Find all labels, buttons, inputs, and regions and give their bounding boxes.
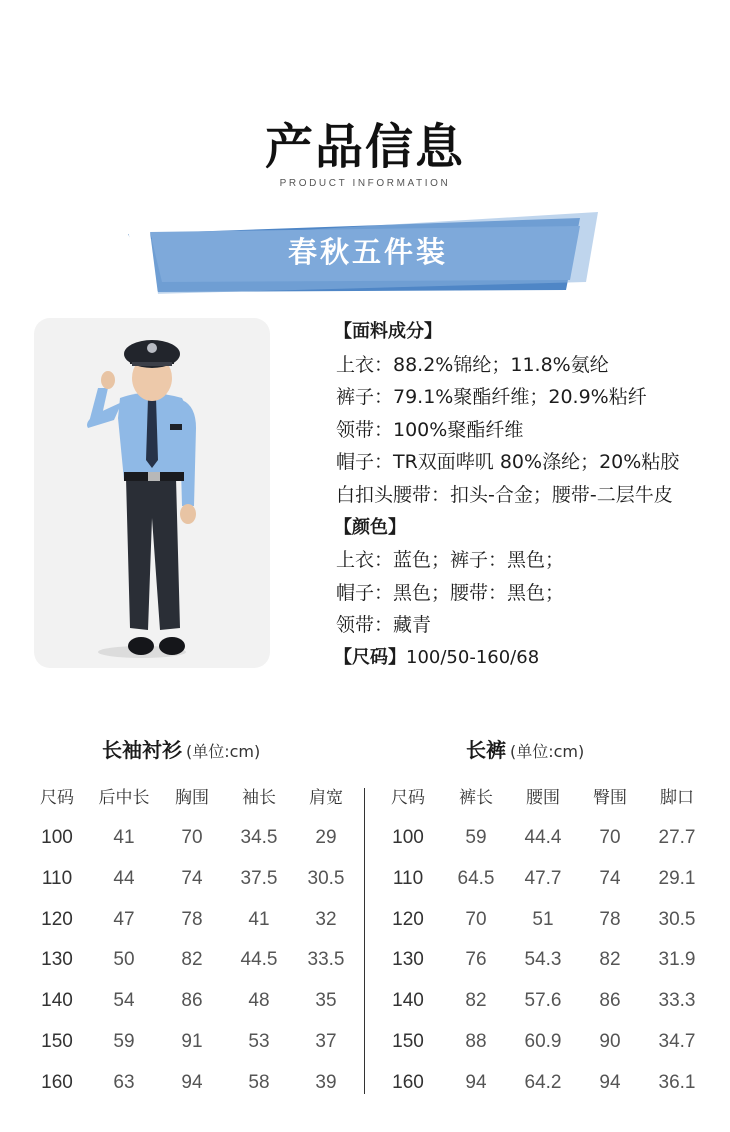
size-cell: 140 xyxy=(41,990,73,1012)
measure-cell: 48 xyxy=(248,990,270,1012)
table-divider xyxy=(364,788,365,1094)
fabric-line: 裤子：79.1%聚酯纤维；20.9%粘纤 xyxy=(336,386,647,409)
measure-cell: 53 xyxy=(248,1031,270,1052)
measure-cell: 74 xyxy=(181,867,203,889)
column-header: 裤长 xyxy=(459,788,493,808)
measure-cell: 60.9 xyxy=(524,1031,562,1052)
measure-cell: 86 xyxy=(599,990,621,1012)
measure-cell: 34.7 xyxy=(658,1031,696,1052)
measure-cell: 32 xyxy=(315,908,337,930)
measure-cell: 54.3 xyxy=(524,949,562,971)
measure-cell: 47.7 xyxy=(524,867,562,889)
page-subtitle: PRODUCT INFORMATION xyxy=(279,178,451,189)
banner-label: 春秋五件装 xyxy=(287,235,448,269)
measure-cell: 34.5 xyxy=(240,827,278,848)
size-cell: 120 xyxy=(392,908,424,930)
measure-cell: 78 xyxy=(181,908,203,930)
measure-cell: 33.5 xyxy=(307,949,345,971)
size-cell: 160 xyxy=(392,1071,424,1093)
color-line: 上衣：蓝色；裤子：黑色； xyxy=(336,549,565,572)
fabric-heading: 【面料成分】 xyxy=(334,321,442,342)
measure-cell: 58 xyxy=(248,1071,270,1093)
measure-cell: 36.1 xyxy=(658,1071,696,1093)
child-police-uniform-photo-icon xyxy=(34,318,270,668)
fabric-line: 帽子：TR双面哔叽 80%涤纶；20%粘胶 xyxy=(336,451,680,474)
measure-cell: 82 xyxy=(465,990,487,1012)
size-cell: 100 xyxy=(392,827,424,848)
measure-cell: 70 xyxy=(599,827,621,848)
measure-cell: 33.3 xyxy=(658,990,696,1012)
measure-cell: 30.5 xyxy=(307,867,345,889)
measure-cell: 44.4 xyxy=(524,827,562,848)
shirt-table-name: 长袖衬衫 xyxy=(102,738,182,762)
size-cell: 150 xyxy=(41,1031,73,1052)
fabric-line: 领带：100%聚酯纤维 xyxy=(336,418,524,441)
size-cell: 110 xyxy=(392,867,424,889)
product-info xyxy=(332,316,722,675)
size-cell: 130 xyxy=(41,949,73,971)
size-range: 100/50-160/68 xyxy=(406,646,540,668)
measure-cell: 88 xyxy=(465,1031,487,1052)
size-cell: 100 xyxy=(41,827,73,848)
measure-cell: 29 xyxy=(315,827,337,848)
measure-cell: 57.6 xyxy=(524,990,562,1012)
measure-cell: 82 xyxy=(181,949,203,971)
measure-cell: 91 xyxy=(181,1031,203,1052)
size-cell: 130 xyxy=(392,949,424,971)
shirt-table-unit: (单位:cm) xyxy=(186,742,261,761)
measure-cell: 63 xyxy=(113,1071,135,1093)
measure-cell: 31.9 xyxy=(658,949,696,971)
measure-cell: 94 xyxy=(465,1071,487,1093)
measure-cell: 59 xyxy=(113,1031,135,1052)
color-heading: 【颜色】 xyxy=(334,516,406,538)
measure-cell: 70 xyxy=(181,827,203,848)
color-line: 领带：藏青 xyxy=(336,614,432,637)
page-title: 产品信息 xyxy=(264,119,465,175)
measure-cell: 41 xyxy=(248,908,270,930)
pants-table-unit: (单位:cm) xyxy=(510,742,585,761)
measure-cell: 35 xyxy=(315,990,337,1012)
column-header: 尺码 xyxy=(40,788,74,808)
measure-cell: 78 xyxy=(599,908,621,930)
measure-cell: 47 xyxy=(113,908,135,930)
measure-cell: 70 xyxy=(465,908,487,930)
measure-cell: 30.5 xyxy=(658,908,696,930)
measure-cell: 54 xyxy=(113,990,135,1012)
size-cell: 140 xyxy=(392,990,424,1012)
color-line: 帽子：黑色；腰带：黑色； xyxy=(336,581,565,604)
measure-cell: 82 xyxy=(599,949,621,971)
column-header: 尺码 xyxy=(391,788,425,808)
measure-cell: 44 xyxy=(113,867,135,889)
measure-cell: 59 xyxy=(465,827,487,848)
fabric-line: 白扣头腰带：扣头-合金；腰带-二层牛皮 xyxy=(336,483,673,506)
measure-cell: 27.7 xyxy=(658,827,696,848)
shirt-table-title xyxy=(102,734,260,763)
measure-cell: 37.5 xyxy=(240,867,278,889)
size-cell: 110 xyxy=(41,867,73,889)
size-cell: 150 xyxy=(392,1031,424,1052)
pants-table-name: 长裤 xyxy=(466,738,506,762)
column-header: 肩宽 xyxy=(309,788,343,808)
measure-cell: 29.1 xyxy=(658,867,696,889)
size-cell: 120 xyxy=(41,908,73,930)
measure-cell: 94 xyxy=(181,1071,203,1093)
column-header: 胸围 xyxy=(175,788,209,808)
measure-cell: 50 xyxy=(113,949,135,971)
pants-table-title xyxy=(466,734,584,763)
measure-cell: 37 xyxy=(315,1031,337,1052)
column-header: 脚口 xyxy=(660,788,694,808)
measure-cell: 94 xyxy=(599,1071,621,1093)
size-heading: 【尺码】 xyxy=(334,646,406,668)
measure-cell: 76 xyxy=(465,949,487,971)
size-cell: 160 xyxy=(41,1071,73,1093)
column-header: 臀围 xyxy=(593,788,627,808)
product-photo xyxy=(34,318,270,668)
column-header: 袖长 xyxy=(242,788,276,808)
column-header: 腰围 xyxy=(526,788,560,808)
fabric-line: 上衣：88.2%锦纶；11.8%氨纶 xyxy=(336,353,609,376)
measure-cell: 86 xyxy=(181,990,203,1012)
measure-cell: 51 xyxy=(532,908,554,930)
size-line xyxy=(334,642,722,675)
measure-cell: 39 xyxy=(315,1071,337,1093)
measure-cell: 64.5 xyxy=(457,867,495,889)
measure-cell: 74 xyxy=(599,867,621,889)
measure-cell: 44.5 xyxy=(240,949,278,971)
measure-cell: 41 xyxy=(113,827,135,848)
measure-cell: 90 xyxy=(599,1031,621,1052)
column-header: 后中长 xyxy=(98,788,150,808)
measure-cell: 64.2 xyxy=(524,1071,562,1093)
